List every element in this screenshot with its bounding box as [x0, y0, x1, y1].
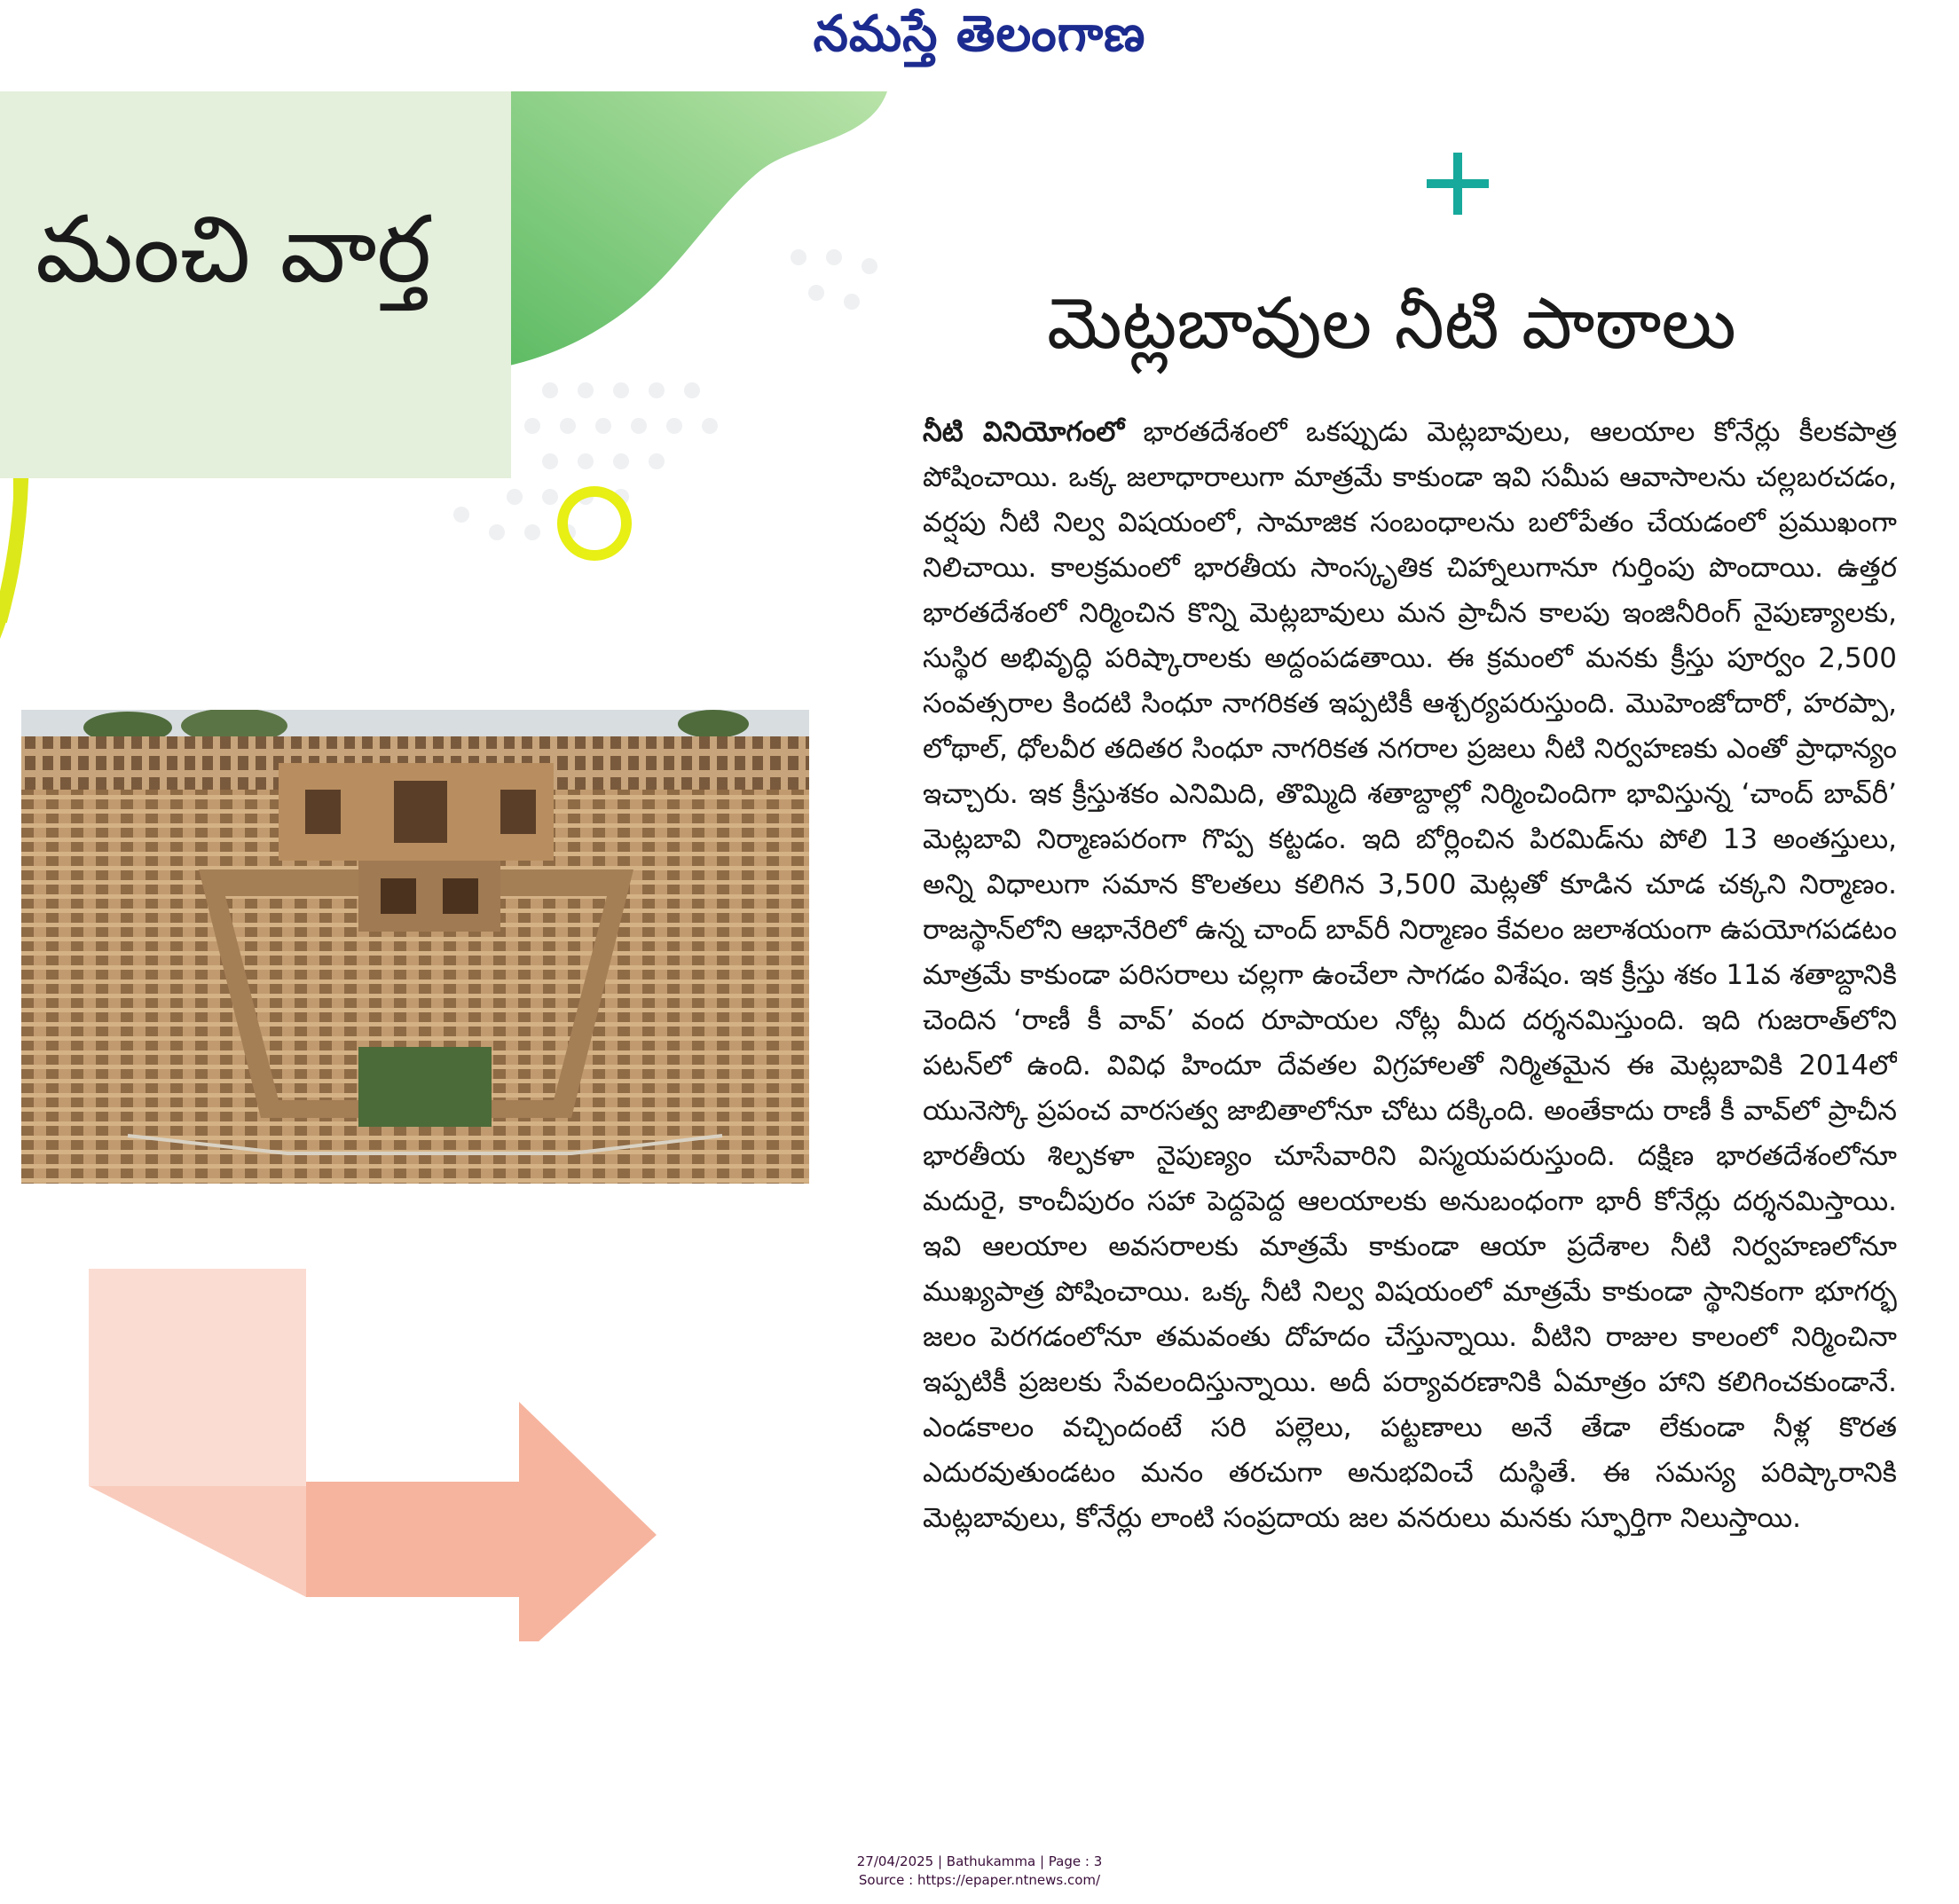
- masthead-title: నమస్తే తెలంగాణ: [813, 5, 1146, 63]
- article-body: [923, 410, 1897, 1794]
- footer: [0, 1853, 1959, 1890]
- article-lead: నీటి వినియోగంలో: [923, 416, 1125, 448]
- footer-date-line: 27/04/2025 | Bathukamma | Page : 3: [856, 1853, 1103, 1869]
- masthead: [0, 0, 1959, 80]
- article-body-text: భారతదేశంలో ఒకప్పుడు మెట్లబావులు, ఆలయాల కోనేర్లు కీలకపాత్ర పోషించాయి. ఒక్క జలాధారాలుగా మాత్రమే కాకుండా ఇవి సమీప ఆవాసాలను చల్లబరచడం, వర్షపు నీటి నిల్వ విషయంలో, సామాజిక సంబంధాలను బలోపేతం చేయడంలో ప్రముఖంగా నిలిచాయి. కాలక్రమంలో భారతీయ సాంస్కృతిక చిహ్నాలుగానూ గుర్తింపు పొందాయి. ఉత్తర భారతదేశంలో నిర్మించిన కొన్ని మెట్లబావులు మన ప్రాచీన కాలపు ఇంజినీరింగ్ నైపుణ్యాలకు, సుస్థిర అభివృద్ధి పరిష్కారాలకు అద్దంపడతాయి. ఈ క్రమంలో మనకు క్రీస్తు పూర్వం 2,500 సంవత్సరాల కిందటి సింధూ నాగరికత ఇప్పటికీ ఆశ్చర్యపరుస్తుంది. మొహెంజోదారో, హరప్పా, లోథాల్, ధోలవీర తదితర సింధూ నాగరికత నగరాల ప్రజలు నీటి నిర్వహణకు ఎంతో ప్రాధాన్యం ఇచ్చారు. ఇక క్రీస్తుశకం ఎనిమిది, తొమ్మిది శతాబ్దాల్లో నిర్మించిందిగా భావిస్తున్న ‘చాంద్ బావ్‌రీ’ మెట్లబావి నిర్మాణపరంగా గొప్ప కట్టడం. ఇది బోర్లించిన పిరమిడ్‌ను పోలి 13 అంతస్తులు, అన్ని విధాలుగా సమాన కొలతలు కలిగిన 3,500 మెట్లతో కూడిన చూడ చక్కని నిర్మాణం. రాజస్థాన్‌లోని ఆభానేరిలో ఉన్న చాంద్ బావ్‌రీ నిర్మాణం కేవలం జలాశయంగా ఉపయోగపడటం మాత్రమే కాకుండా పరిసరాలు చల్లగా ఉంచేలా సాగడం విశేషం. ఇక క్రీస్తు శకం 11వ శతాబ్దానికి చెందిన ‘రాణీ కీ వావ్’ వంద రూపాయల నోట్ల మీద దర్శనమిస్తుంది. ఇది గుజరాత్‌లోని పటన్‌లో ఉంది. వివిధ హిందూ దేవతల విగ్రహాలతో నిర్మితమైన ఈ మెట్లబావికి 2014లో యునెస్కో ప్రపంచ వారసత్వ జాబితాలోనూ చోటు దక్కింది. అంతేకాదు రాణీ కీ వావ్‌లో ప్రాచీన భారతీయ శిల్పకళా నైపుణ్యం చూసేవారిని విస్మయపరుస్తుంది. దక్షిణ భారతదేశంలోనూ మదురై, కాంచీపురం సహా పెద్దపెద్ద ఆలయాలకు అనుబంధంగా భారీ కోనేర్లు దర్శనమిస్తాయి. ఇవి ఆలయాల అవసరాలకు మాత్రమే కాకుండా ఆయా ప్రదేశాల నీటి నిర్వహణలోనూ ముఖ్యపాత్ర పోషించాయి. ఒక్క నీటి నిల్వ విషయంలో మాత్రమే కాకుండా స్థానికంగా భూగర్భ జలం పెరగడంలోనూ తమవంతు దోహదం చేస్తున్నాయి. వీటిని రాజుల కాలంలో నిర్మించినా ఇప్పటికీ ప్రజలకు సేవలందిస్తున్నాయి. అదీ పర్యావరణానికి ఏమాత్రం హాని కలిగించకుండానే. ఎండకాలం వచ్చిందంటే సరి పల్లెలు, పట్టణాలు అనే తేడా లేకుండా నీళ్ల కొరత ఎదురవుతుండటం మనం తరచుగా అనుభవించే దుస్థితే. ఈ సమస్య పరిష్కారానికి మెట్లబావులు, కోనేర్లు లాంటి సంప్రదాయ జల వనరులు మనకు స్ఫూర్తిగా నిలుస్తాయి.: [923, 416, 1897, 1534]
- section-title: మంచి వార్త: [35, 195, 432, 303]
- arrow-graphic: [89, 1269, 665, 1641]
- article-headline: మెట్లబావుల నీటి పాఠాలు: [1047, 282, 1736, 365]
- stepwell-photo: [21, 710, 809, 1184]
- footer-source-line: Source : https://epaper.ntnews.com/: [858, 1872, 1101, 1888]
- plus-icon: [1427, 153, 1489, 215]
- yellow-ring-shape: [563, 492, 626, 555]
- green-blob-shape: [497, 91, 887, 368]
